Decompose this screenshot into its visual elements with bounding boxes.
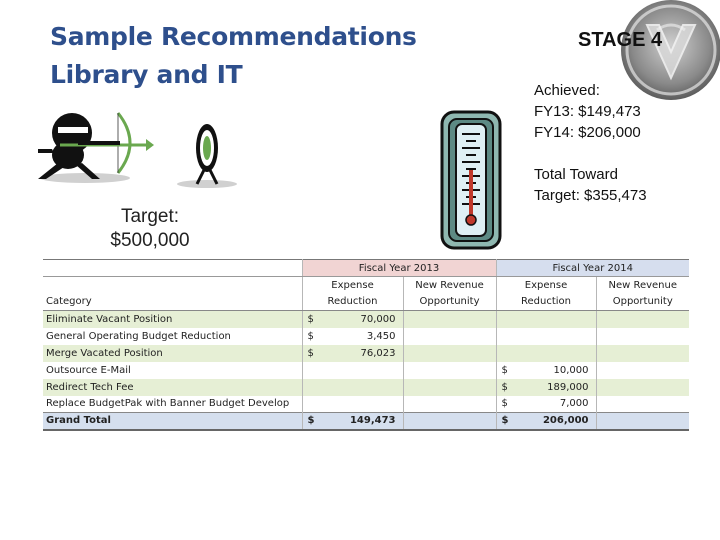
fy14-revenue-header-2: Opportunity <box>596 294 689 311</box>
fy13-header: Fiscal Year 2013 <box>302 260 496 277</box>
achieved-fy14: FY14: $206,000 <box>534 124 641 141</box>
achieved-fy13: FY13: $149,473 <box>534 103 641 120</box>
title-line-2: Library and IT <box>50 60 243 89</box>
fy14-revenue-header-1: New Revenue <box>596 277 689 294</box>
category-header: Category <box>43 294 302 311</box>
archer-icon <box>30 105 155 185</box>
achieved-summary <box>534 80 714 206</box>
row-category: Replace BudgetPak with Banner Budget Develop <box>43 396 302 413</box>
row-fy13-expense: 70,000 <box>360 313 396 325</box>
grand-total-label: Grand Total <box>43 413 302 430</box>
row-fy14-expense: 10,000 <box>553 364 589 376</box>
fy14-header: Fiscal Year 2014 <box>496 260 689 277</box>
achieved-heading: Achieved: <box>534 82 600 99</box>
fy14-expense-header-1: Expense <box>496 277 596 294</box>
table-row: Replace BudgetPak with Banner Budget Develop $ 7,000 <box>43 396 689 413</box>
total-toward-value: Target: $355,473 <box>534 187 647 204</box>
grand-total-fy13: 149,473 <box>349 415 396 427</box>
row-category: Eliminate Vacant Position <box>43 311 302 328</box>
thermometer-icon <box>440 110 502 250</box>
title-line-1: Sample Recommendations <box>50 22 417 51</box>
row-fy14-expense: 189,000 <box>547 381 589 393</box>
fy14-expense-header-2: Reduction <box>496 294 596 311</box>
fy13-revenue-header-2: Opportunity <box>403 294 496 311</box>
row-category: General Operating Budget Reduction <box>43 328 302 345</box>
grand-total-row: Grand Total $ 149,473 $ 206,000 <box>43 413 689 430</box>
target-value: $500,000 <box>110 230 190 251</box>
row-category: Merge Vacated Position <box>43 345 302 362</box>
table-row: Outsource E-Mail $ 10,000 <box>43 362 689 379</box>
row-fy14-expense: 7,000 <box>559 398 589 410</box>
grand-total-fy14: 206,000 <box>542 415 589 427</box>
row-fy13-expense: 3,450 <box>366 330 396 342</box>
slide-title <box>50 18 470 94</box>
fy13-expense-header-2: Reduction <box>302 294 403 311</box>
table-row: General Operating Budget Reduction $ 3,450 <box>43 328 689 345</box>
row-category: Outsource E-Mail <box>43 362 302 379</box>
target-amount <box>95 205 205 253</box>
total-toward-label: Total Toward <box>534 166 618 183</box>
stage-label: STAGE 4 <box>578 29 663 51</box>
savings-table <box>43 259 689 431</box>
table-row: Redirect Tech Fee $ 189,000 <box>43 379 689 396</box>
header-blank <box>43 260 302 277</box>
fy13-expense-header-1: Expense <box>302 277 403 294</box>
fy13-revenue-header-1: New Revenue <box>403 277 496 294</box>
target-icon <box>175 120 240 190</box>
row-category: Redirect Tech Fee <box>43 379 302 396</box>
target-label: Target: <box>120 206 180 227</box>
row-fy13-expense: 76,023 <box>360 347 396 359</box>
table-row: Eliminate Vacant Position $ 70,000 <box>43 311 689 328</box>
table-row: Merge Vacated Position $ 76,023 <box>43 345 689 362</box>
